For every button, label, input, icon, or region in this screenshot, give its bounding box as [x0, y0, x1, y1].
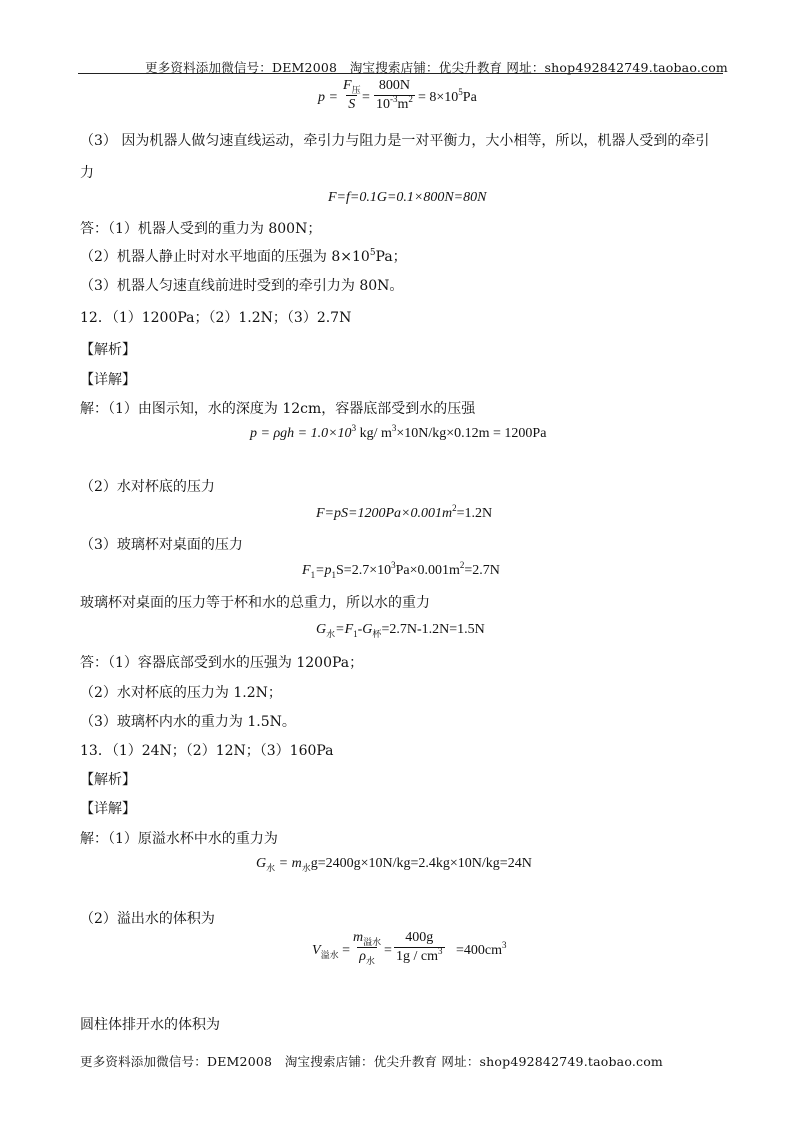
fraction-f-over-s [341, 78, 363, 113]
q13-solution-2: （2）溢出水的体积为 [80, 911, 215, 927]
q12-answer-1: 答：（1）容器底部受到水的压强为 1200Pa； [80, 655, 364, 671]
frac3-numerator: 400g [405, 930, 434, 945]
frac-denominator: S [348, 97, 356, 112]
formula-water-weight: $G_水=F_1-G_杯=2.7N-1.2N=1.5N$ [316, 622, 485, 639]
frac2-den-b: m [397, 97, 409, 112]
frac-m: m [353, 930, 364, 945]
frac-rho: ρ [359, 949, 366, 964]
page-footer: 更多资料添加微信号：DEM2008 淘宝搜索店铺：优尖升教育 网址：shop492842749.taobao.com [80, 1054, 663, 1069]
q11-answer-2: （2）机器人静止时对水平地面的压强为 $8\times 10^5Pa$； [80, 248, 407, 265]
q12-detail-label: 【详解】 [80, 372, 136, 388]
page-header: 更多资料添加微信号：DEM2008 淘宝搜索店铺：优尖升教育 网址：shop492842749.taobao.com [145, 60, 728, 75]
formula-lhs: p = [318, 90, 338, 105]
frac-rho-sub: 水 [365, 956, 375, 966]
vol-eq2: = [384, 943, 392, 958]
q11-answer-1: 答：（1）机器人受到的重力为 800N； [80, 221, 322, 237]
formula-traction-force: F=f=0.1G=0.1×800N=80N [328, 190, 487, 205]
q12-answer-3: （3）玻璃杯内水的重力为 1.5N。 [80, 714, 296, 730]
frac3-den-sup: 3 [438, 946, 443, 956]
frac2-den-sup2: 2 [408, 94, 413, 104]
q12-heading: 12．（1）1200Pa；（2）1.2N；（3）2.7N [80, 310, 352, 326]
header-rule [78, 73, 723, 74]
frac3-den: 1g / cm [396, 949, 438, 964]
q12-solution-1: 解：（1）由图示知，水的深度为 12cm，容器底部受到水的压强 [80, 401, 476, 417]
q12-solution-2: （2）水对杯底的压力 [80, 479, 215, 495]
formula-result: = $8\times 10^5Pa$ [418, 87, 477, 105]
q12-solution-3: （3）玻璃杯对桌面的压力 [80, 537, 243, 553]
q13-heading: 13．（1）24N；（2）12N；（3）160Pa [80, 743, 334, 759]
vol-lhs: $V_{溢水}$ = [312, 943, 350, 960]
q13-solution-1: 解：（1）原溢水杯中水的重力为 [80, 831, 278, 847]
frac-m-sub: 溢水 [363, 937, 382, 947]
q13-detail-label: 【详解】 [80, 801, 136, 817]
formula-water-pressure: $p = \rho gh = 1.0\times 10^3$ kg/ $m^3\times 10N/kg\times 0.12m = 1200Pa$ [250, 423, 547, 441]
q13-analysis-label: 【解析】 [80, 772, 136, 788]
vol-result: $=400cm^3$ [456, 940, 507, 958]
frac-num-sub: 压 [351, 85, 361, 95]
formula-water-gravity: $G_水 = m_水g=2400g\times 10N/kg=2.4kg\times 10N/kg=24N$ [256, 856, 532, 873]
fraction-mass-over-density [351, 930, 383, 965]
q11-answer-3: （3）机器人匀速直线前进时受到的牵引力为 80N。 [80, 278, 404, 294]
formula-cup-force: $F_1=p_1S=2.7\times 10^3Pa\times 0.001m^2=2.7N$ [302, 560, 500, 580]
frac2-den-sup: -3 [390, 94, 398, 104]
q12-answer-2: （2）水对杯底的压力为 1.2N； [80, 685, 282, 701]
q11-part3-line2: 力 [80, 165, 94, 181]
q12-solution-4: 玻璃杯对桌面的压力等于杯和水的总重力，所以水的重力 [80, 595, 430, 611]
q12-analysis-label: 【解析】 [80, 342, 136, 358]
frac2-den-a: 10 [376, 97, 390, 112]
frac2-numerator: 800N [378, 78, 410, 93]
q11-part3-line1: （3） 因为机器人做匀速直线运动，牵引力与阻力是一对平衡力，大小相等，所以，机器人受到的牵引 [80, 133, 710, 149]
formula-eq1: = [362, 90, 370, 105]
fraction-400g-over-density [394, 930, 445, 965]
fraction-800-over-area [374, 78, 415, 113]
frac-numerator: F [343, 78, 352, 93]
q13-solution-3: 圆柱体排开水的体积为 [80, 1017, 220, 1033]
formula-water-force: $F=pS=1200Pa\times 0.001m^2=1.2N$ [316, 503, 493, 521]
